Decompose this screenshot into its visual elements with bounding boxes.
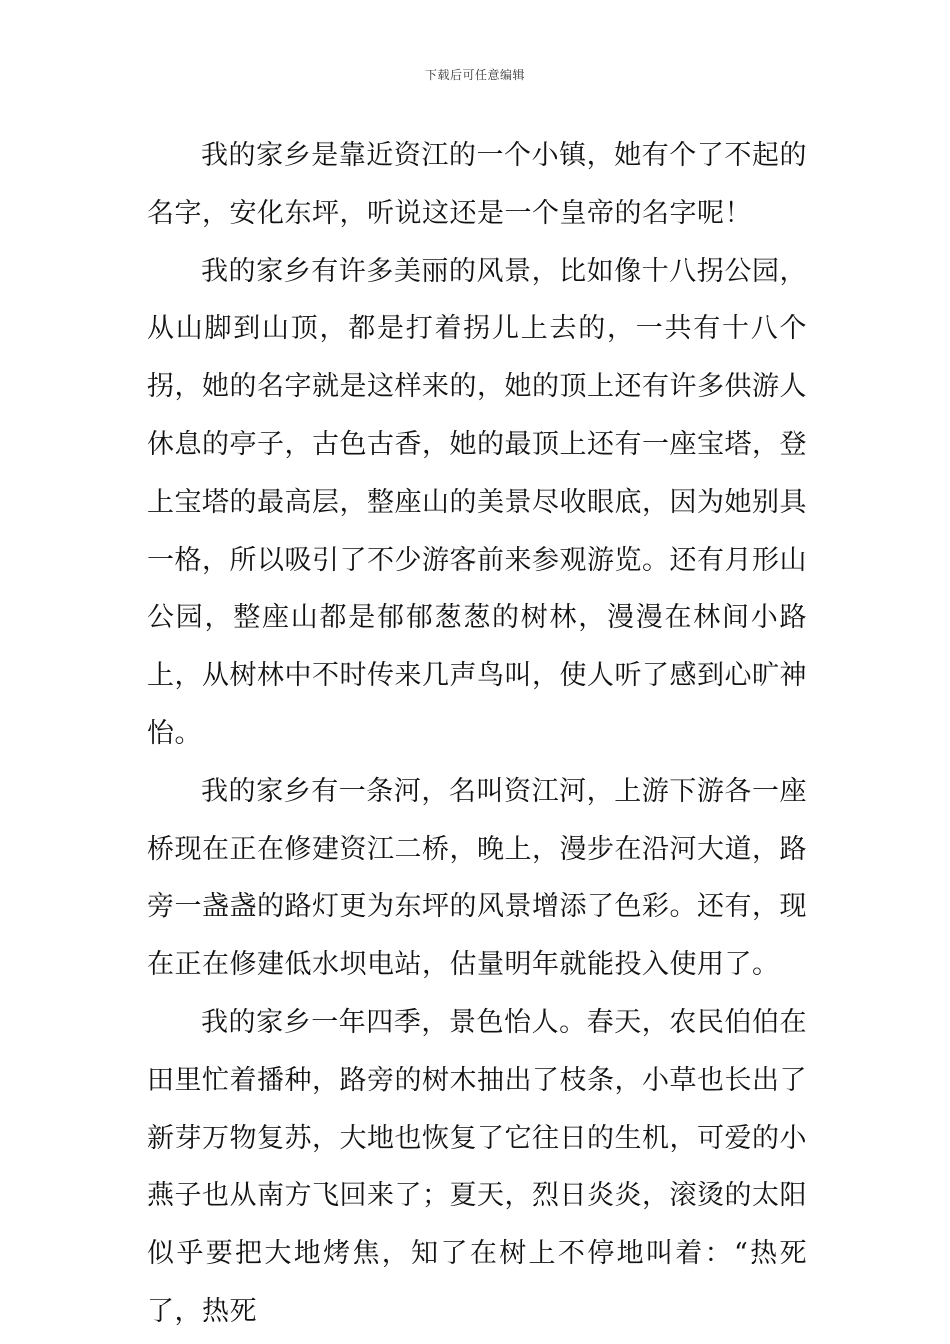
- page-header: 下载后可任意编辑: [424, 68, 525, 82]
- paragraph-1: 我的家乡是靠近资江的一个小镇，她有个了不起的名字，安化东坪，听说这还是一个皇帝的名字呢！: [147, 140, 807, 229]
- document-body: [147, 127, 807, 1341]
- paragraph-4: 我的家乡一年四季，景色怡人。春天，农民伯伯在田里忙着播种，路旁的树木抽出了枝条，小草也长出了新芽万物复苏，大地也恢复了它往日的生机，可爱的小燕子也从南方飞回来了；夏天，烈日炎炎，滚烫的太阳似乎要把大地烤焦，知了在树上不停地叫着：“热死了，热死: [147, 1006, 807, 1327]
- paragraph-2: 我的家乡有许多美丽的风景，比如像十八拐公园，从山脚到山顶，都是打着拐儿上去的，一共有十八个拐，她的名字就是这样来的，她的顶上还有许多供游人休息的亭子，古色古香，她的最顶上还有一座宝塔，登上宝塔的最高层，整座山的美景尽收眼底，因为她别具一格，所以吸引了不少游客前来参观游览。还有月形山公园，整座山都是郁郁葱葱的树林，漫漫在林间小路上，从树林中不时传来几声鸟叫，使人听了感到心旷神怡。: [147, 255, 807, 749]
- paragraph-3: 我的家乡有一条河，名叫资江河，上游下游各一座桥现在正在修建资江二桥，晚上，漫步在沿河大道，路旁一盏盏的路灯更为东坪的风景增添了色彩。还有，现在正在修建低水坝电站，估量明年就能投入使用了。: [147, 775, 807, 981]
